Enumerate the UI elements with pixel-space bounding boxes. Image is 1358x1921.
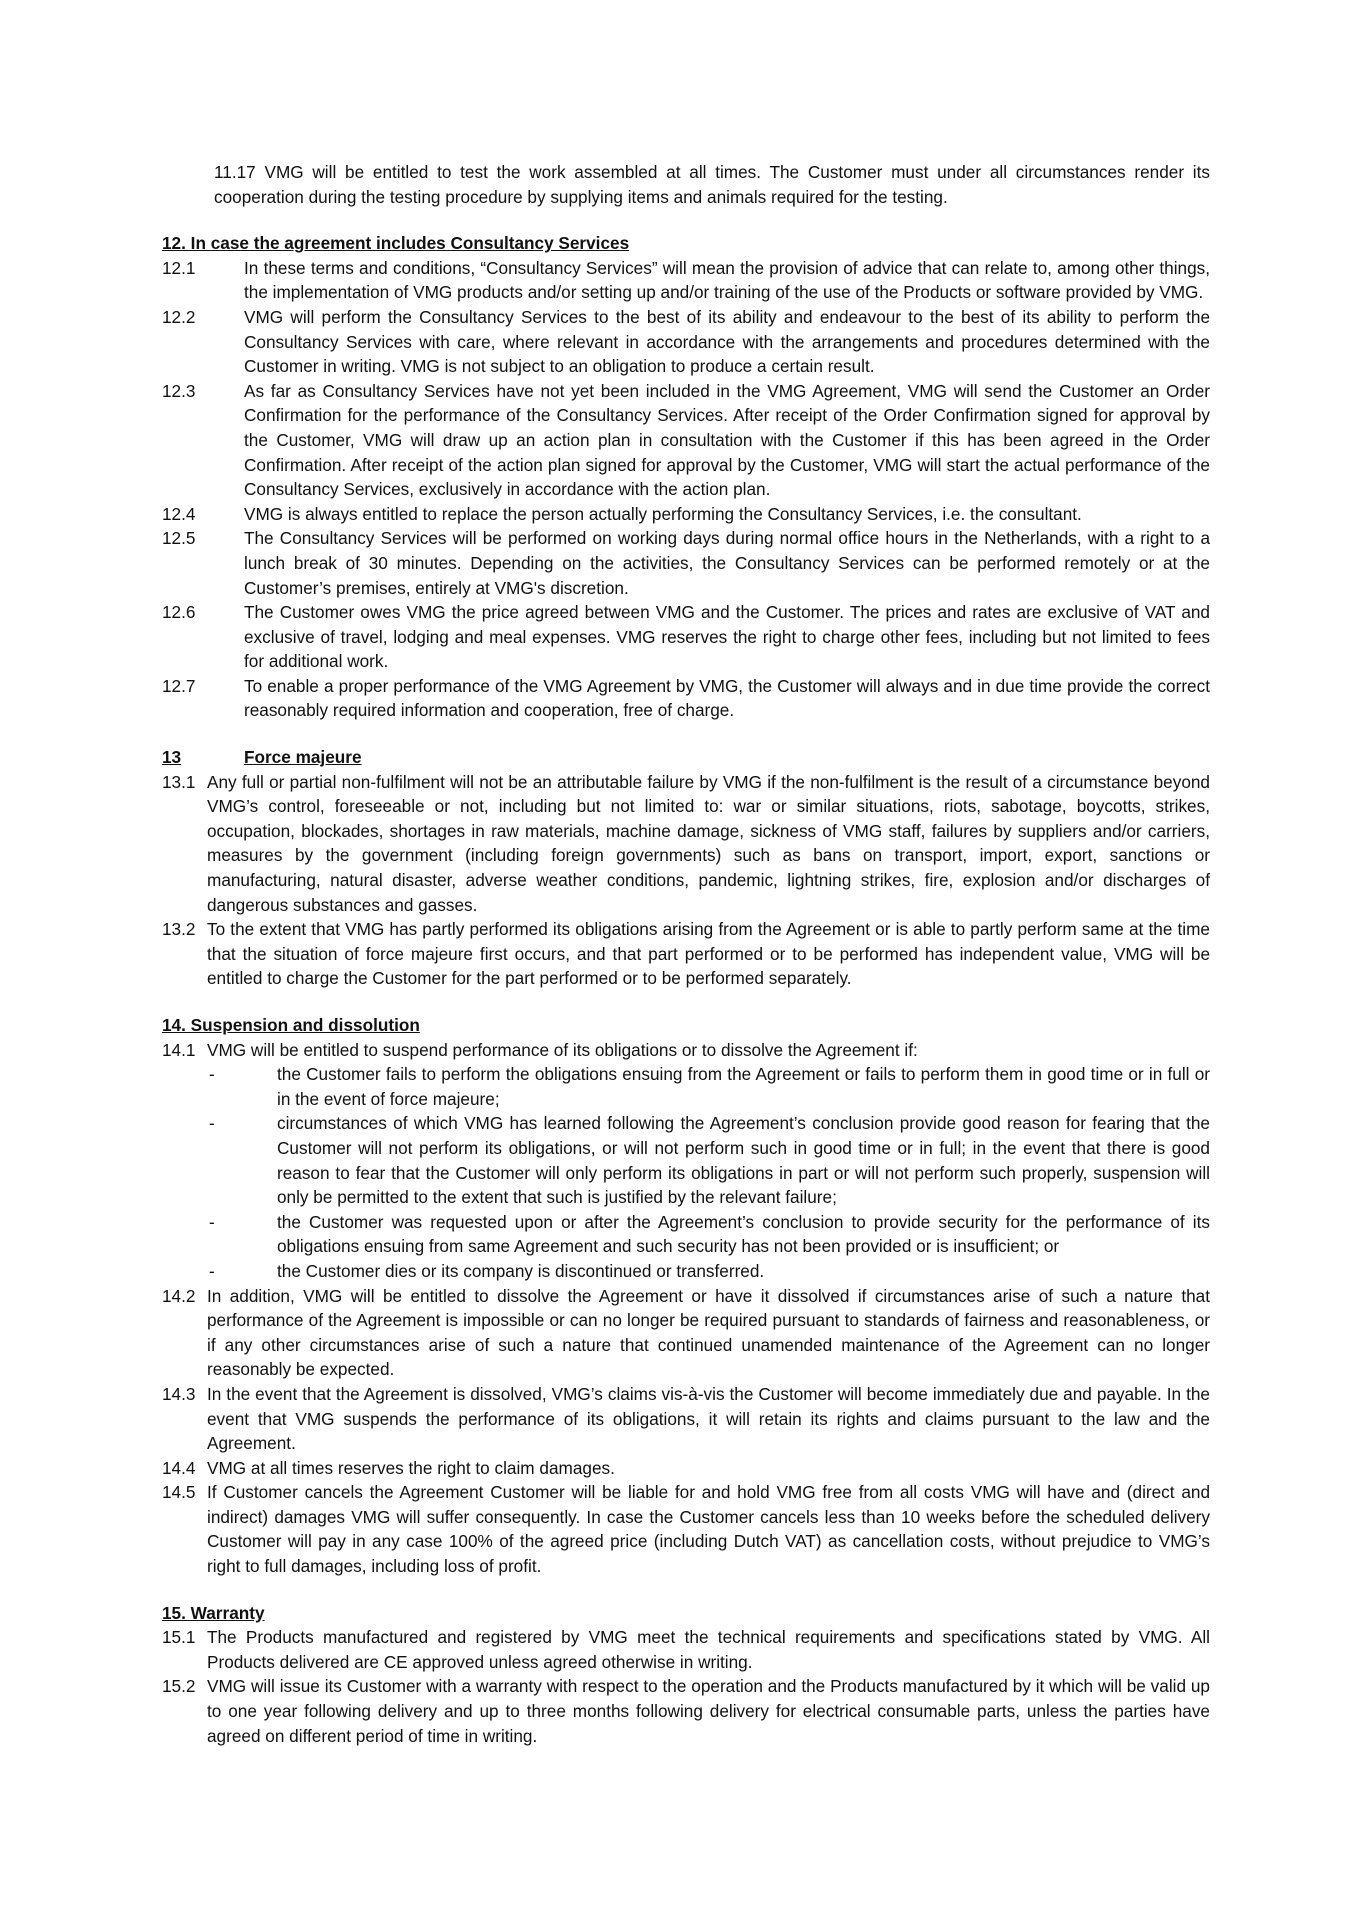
clause-text: In addition, VMG will be entitled to dissolve the Agreement or have it dissolved if circumstances arise of such a nature that performance of the Agreement is impossible or can no longer be required pursuant to standards of fairness and reasonableness, or if any other circumstances arise of such a nature that continued unamended maintenance of the Agreement can no longer reasonably be expected.: [207, 1285, 1210, 1380]
document-page: [162, 160, 1210, 1770]
clause-text: As far as Consultancy Services have not yet been included in the VMG Agreement, VMG will send the Customer an Order Confirmation for the performance of the Consultancy Services. After receipt of the Order Confirmation signed for approval by the Customer, VMG will draw up an action plan in consultation with the Customer if this has been agreed in the Order Confirmation. After receipt of the action plan signed for approval by the Customer, VMG will start the actual performance of the Consultancy Services, exclusively in accordance with the action plan.: [244, 380, 1210, 500]
clause-number: 12.7: [162, 675, 196, 696]
clause-text: In the event that the Agreement is dissolved, VMG’s claims vis-à-vis the Customer will become immediately due and payable. In the event that VMG suspends the performance of its obligations, it will retain its rights and claims pursuant to the law and the Agreement.: [207, 1383, 1210, 1454]
clause-row: [162, 256, 1210, 305]
clause-row: [162, 674, 1210, 723]
clause-row: [162, 1382, 1210, 1456]
section-13: [162, 745, 1210, 991]
bullet-list: [207, 1062, 1210, 1283]
clause-row: [162, 1480, 1210, 1578]
list-item: [207, 1210, 1210, 1259]
clause-number: 12.2: [162, 306, 196, 327]
clause-number: 14.4: [162, 1457, 196, 1478]
clause-text: VMG at all times reserves the right to claim damages.: [207, 1457, 615, 1478]
section-heading: 12. In case the agreement includes Consultancy Services: [162, 233, 630, 254]
clause-number: 15.2: [162, 1676, 196, 1697]
clause-number: 12.1: [162, 257, 196, 278]
clause-row: [162, 379, 1210, 502]
clause-row: [162, 502, 1210, 527]
clause-number: 14.2: [162, 1285, 196, 1306]
bullet-mark: -: [209, 1064, 215, 1085]
clause-row: [162, 1674, 1210, 1748]
clause-text: To the extent that VMG has partly performed its obligations arising from the Agreement or is able to partly perform same at the time that the situation of force majeure first occurs, and that part performed or to be performed has independent value, VMG will be entitled to charge the Customer for the part performed or to be performed separately.: [207, 919, 1210, 989]
list-item: [207, 1062, 1210, 1111]
clause-number: 12.6: [162, 602, 196, 623]
clause-row: [162, 917, 1210, 991]
clause-text: VMG will perform the Consultancy Services to the best of its ability and endeavour to the best of its ability to perform the Consultancy Services with care, where relevant in accordance with the arrangements and procedures determined with the Customer in writing. VMG is not subject to an obligation to produce a certain result.: [244, 306, 1210, 377]
clause-text: VMG will issue its Customer with a warranty with respect to the operation and the Products manufactured by it which will be valid up to one year following delivery and up to three months following delivery for electrical consumable parts, unless the parties have agreed on different period of time in writing.: [207, 1676, 1210, 1746]
clause-row: [162, 600, 1210, 674]
section-number: 13: [162, 747, 182, 768]
clause-number: 13.2: [162, 919, 196, 940]
clause-text: VMG will be entitled to suspend performance of its obligations or to dissolve the Agreement if:: [207, 1039, 918, 1060]
clause-number: 14.5: [162, 1482, 196, 1503]
bullet-mark: -: [209, 1211, 215, 1232]
list-item-text: the Customer fails to perform the obligations ensuing from the Agreement or fails to perform them in good time or in full or in the event of force majeure;: [277, 1064, 1210, 1109]
clause-text: Any full or partial non-fulfilment will not be an attributable failure by VMG if the non-fulfilment is the result of a circumstance beyond VMG’s control, foreseeable or not, including but not limited to: war or similar situations, riots, sabotage, boycotts, strikes, occupation, blockades, shortages in raw materials, machine damage, sickness of VMG staff, failures by suppliers and/or carriers, measures by the government (including foreign governments) such as bans on transport, import, export, sanctions or manufacturing, natural disaster, adverse weather conditions, pandemic, lightning strikes, fire, explosion and/or discharges of dangerous substances and gasses.: [207, 771, 1210, 915]
section-15: [162, 1601, 1210, 1749]
list-item-text: the Customer was requested upon or after the Agreement’s conclusion to provide security for the performance of its obligations ensuing from same Agreement and such security has not been provided or is insufficient; or: [277, 1211, 1210, 1257]
section-12: [162, 231, 1210, 723]
bullet-mark: -: [209, 1260, 215, 1281]
clause-text: In these terms and conditions, “Consultancy Services” will mean the provision of advice that can relate to, among other things, the implementation of VMG products and/or setting up and/or training of the use of the Products or software provided by VMG.: [244, 257, 1210, 303]
section-heading: 15. Warranty: [162, 1602, 265, 1623]
clause-text: To enable a proper performance of the VMG Agreement by VMG, the Customer will always and in due time provide the correct reasonably required information and cooperation, free of charge.: [244, 675, 1210, 721]
clause-text: The Products manufactured and registered by VMG meet the technical requirements and specifications stated by VMG. All Products delivered are CE approved unless agreed otherwise in writing.: [207, 1627, 1210, 1672]
clause-row: [162, 1038, 1210, 1063]
list-item: [207, 1259, 1210, 1284]
clause-text: The Consultancy Services will be performed on working days during normal office hours in the Netherlands, with a right to a lunch break of 30 minutes. Depending on the activities, the Consultancy Services can be performed remotely or at the Customer’s premises, entirely at VMG's discretion.: [244, 528, 1210, 598]
clause-text: 11.17 VMG will be entitled to test the work assembled at all times. The Customer must under all circumstances render its cooperation during the testing procedure by supplying items and animals required for the testing.: [214, 162, 1210, 207]
bullet-mark: -: [209, 1113, 215, 1134]
list-item-text: circumstances of which VMG has learned following the Agreement’s conclusion provide good reason for fearing that the Customer will not perform its obligations, or will not perform such in good time or in full; in the event that there is good reason to fear that the Customer will only perform its obligations in part or will not perform such properly, suspension will only be permitted to the extent that such is justified by the relevant failure;: [277, 1113, 1210, 1208]
clause-number: 14.3: [162, 1383, 196, 1404]
clause-number: 13.1: [162, 771, 196, 792]
clause-row: [162, 1284, 1210, 1382]
clause-text: VMG is always entitled to replace the person actually performing the Consultancy Services, i.e. the consultant.: [244, 503, 1082, 524]
clause-row: [162, 526, 1210, 600]
clause-number: 12.4: [162, 503, 196, 524]
clause-number: 12.5: [162, 528, 196, 549]
section-14: [162, 1013, 1210, 1579]
clause-number: 12.3: [162, 380, 196, 401]
clause-row: [162, 305, 1210, 379]
clause-text: The Customer owes VMG the price agreed between VMG and the Customer. The prices and rates are exclusive of VAT and exclusive of travel, lodging and meal expenses. VMG reserves the right to charge other fees, including but not limited to fees for additional work.: [244, 602, 1210, 672]
clause-text: If Customer cancels the Agreement Customer will be liable for and hold VMG free from all costs VMG will have and (direct and indirect) damages VMG will suffer consequently. In case the Customer cancels less than 10 weeks before the scheduled delivery Customer will pay in any case 100% of the agreed price (including Dutch VAT) as cancellation costs, without prejudice to VMG’s right to full damages, including loss of profit.: [207, 1482, 1210, 1577]
clause-11-17: [214, 160, 1210, 209]
clause-row: [162, 770, 1210, 918]
list-item: [207, 1111, 1210, 1209]
section-title: Force majeure: [244, 747, 362, 768]
clause-number: 14.1: [162, 1039, 196, 1060]
clause-number: 15.1: [162, 1627, 196, 1648]
list-item-text: the Customer dies or its company is discontinued or transferred.: [277, 1260, 765, 1281]
section-heading: [162, 745, 1210, 770]
clause-row: [162, 1456, 1210, 1481]
clause-row: [162, 1625, 1210, 1674]
section-heading: 14. Suspension and dissolution: [162, 1015, 420, 1035]
